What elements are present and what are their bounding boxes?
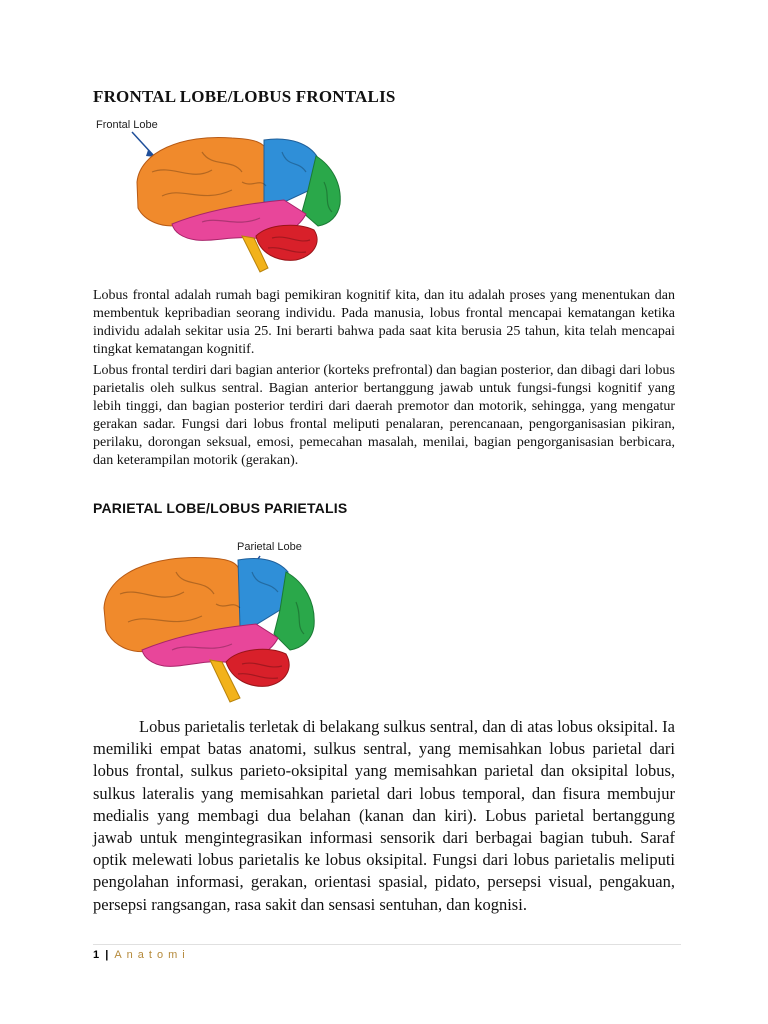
cerebellum-region [226, 649, 289, 686]
parietal-lobe-brain-figure [92, 530, 392, 705]
brain-illustration [137, 137, 340, 272]
page-number: 1 [93, 949, 100, 961]
heading-frontal-lobe: FRONTAL LOBE/LOBUS FRONTALIS [93, 87, 396, 106]
frontal-lobe-brain-figure [92, 112, 372, 282]
cerebellum-region [256, 225, 317, 260]
frontal-lobe-label: Frontal Lobe [96, 119, 158, 131]
pointer-line [132, 132, 154, 156]
footer-divider [93, 944, 681, 945]
paragraph-parietal: Lobus parietalis terletak di belakang sulkus sentral, dan di atas lobus oksipital. Ia memiliki empat batas anatomi, sulkus sentral, yang memisahkan lobus parietal dari lobus frontal, sulkus parieto-oksipital yang memisahkan parietal dan oksipital lobus, sulkus lateralis yang memisahkan parietal dari lobus temporal, dan fisura membujur medialis yang membagi dua belahan (kanan dan kiri). Lobus parietal bertanggung jawab untuk mengintegrasikan informasi sensorik dari berbagai bagian tubuh. Saraf optik melewati lobus parietalis ke lobus oksipital. Fungsi dari lobus parietalis meliputi pengolahan informasi, gerakan, orientasi spasial, pidato, persepsi visual, pengakuan, persepsi rangsangan, rasa sakit dan sensasi sentuhan, dan kognisi. [93, 717, 675, 914]
brain-illustration [104, 557, 314, 702]
parietal-lobe-label: Parietal Lobe [237, 541, 302, 553]
heading-parietal-lobe: PARIETAL LOBE/LOBUS PARIETALIS [93, 500, 348, 516]
footer-title: Anatomi [114, 949, 190, 961]
page-footer [93, 949, 190, 961]
paragraph-frontal-intro: Lobus frontal adalah rumah bagi pemikiran kognitif kita, dan itu adalah proses yang menentukan dan membentuk kepribadian seorang individu. Pada manusia, lobus frontal mencapai kematangan ketika individu adalah sekitar usia 25. Ini berarti bahwa pada saat kita berusia 25 tahun, kita telah mencapai tingkat kematangan kognitif. [93, 288, 675, 357]
footer-separator: | [105, 949, 109, 961]
paragraph-frontal-functions: Lobus frontal terdiri dari bagian anterior (korteks prefrontal) dan bagian posterior, dan dibagi dari lobus parietalis oleh sulkus sentral. Bagian anterior bertanggung jawab untuk fungsi-fungsi kognitif yang lebih tinggi, dan bagian posterior terdiri dari daerah premotor dan motorik, sehingga, yang mengatur gerakan sadar. Fungsi dari lobus frontal meliputi penalaran, perencanaan, pengorganisasian pikiran, perilaku, dorongan seksual, emosi, pemecahan masalah, menilai, bagian pengorganisasian berbicara, dan keterampilan motorik (gerakan). [93, 363, 675, 468]
